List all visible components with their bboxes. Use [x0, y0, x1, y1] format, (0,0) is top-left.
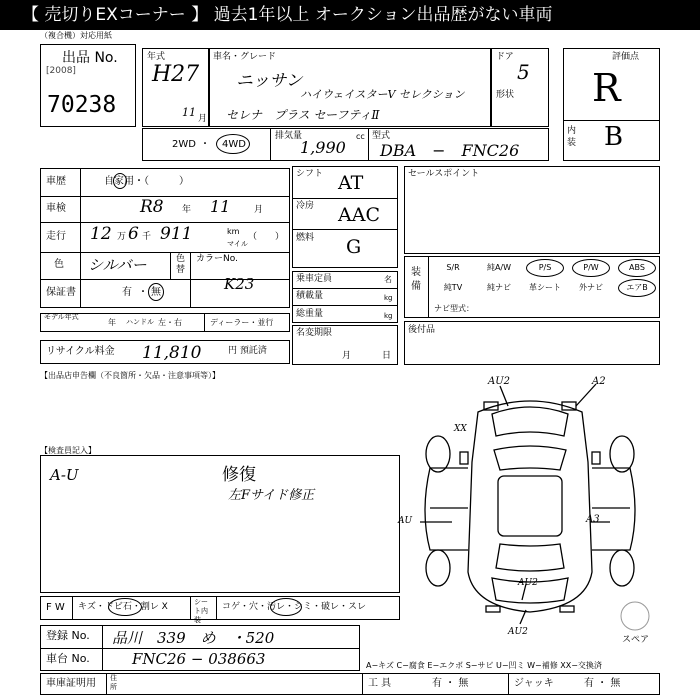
equipment-option-circle — [572, 259, 610, 277]
vehicle-maker: ニッサン — [236, 71, 303, 91]
inspector-label: 【検査員記入】 — [40, 446, 96, 455]
year-era: H27 — [152, 62, 200, 87]
jack-label: ジャッキ — [514, 678, 554, 689]
handle-lr: 左・右 — [158, 318, 182, 327]
warranty-yes: 有 — [122, 287, 132, 298]
seat-items: コゲ・穴・汚レ・シミ・破レ・スレ — [222, 602, 367, 612]
equipment-label: 装備 — [411, 267, 421, 292]
interior-label: 内装 — [567, 126, 577, 148]
inspection-year-unit: 年 — [182, 205, 192, 215]
interior-value: B — [604, 122, 624, 152]
model-value: DBA − FNC26 — [380, 141, 520, 160]
cert-label: 車庫証明用 — [46, 678, 96, 689]
displacement-label: 排気量 — [275, 131, 303, 141]
cert-sub: 住所 — [110, 674, 117, 691]
equipment-option-circle — [618, 259, 656, 277]
warranty-no: 無 — [151, 287, 161, 298]
mileage-unit1: 万 — [117, 232, 127, 242]
drive-dot: ・ — [200, 139, 210, 150]
equipment-option: エアB — [626, 283, 648, 292]
deadline-label: 名変期限 — [296, 328, 333, 338]
color-label: 色 — [54, 259, 64, 270]
lot-number: 70238 — [47, 92, 117, 118]
drive-2wd: 2WD — [172, 139, 196, 150]
warranty-label: 保証書 — [46, 287, 76, 298]
capacity-unit: 名 — [384, 275, 392, 284]
fw-label: F W — [46, 602, 65, 613]
aftermarket-label: 後付品 — [408, 325, 436, 335]
color-code-label: カラーNo. — [196, 254, 238, 264]
damage-mark-xx: XX — [454, 424, 467, 434]
car-diagram — [400, 372, 660, 640]
inspection-era: R8 — [140, 197, 164, 217]
tools-value: 有 ・ 無 — [432, 678, 469, 689]
equipment-option-circle — [618, 279, 656, 297]
mileage-km: km — [227, 227, 240, 236]
damage-mark-front-right: A2 — [592, 376, 606, 387]
mileage-unit2: 千 — [142, 232, 152, 242]
equipment-option: 革シート — [529, 283, 561, 292]
color-value: シルバー — [88, 256, 147, 274]
mileage-paren: （ ） — [248, 232, 285, 242]
history-label: 車歴 — [46, 176, 66, 187]
score-label: 評価点 — [612, 52, 640, 62]
mileage-label: 走行 — [46, 231, 66, 242]
model-year-label: モデル年式 — [44, 313, 79, 321]
doors-label: ドア — [496, 52, 514, 62]
shape-label: 形状 — [496, 90, 515, 100]
damage-mark-right-side: A3 — [586, 514, 600, 525]
year-month: 11 — [182, 106, 196, 119]
equipment-option-circle — [526, 259, 564, 277]
tools-label: 工 具 — [368, 678, 392, 689]
load-unit: kg — [384, 294, 393, 302]
bottom-row — [40, 673, 660, 695]
fuel-label: 燃料 — [296, 233, 315, 243]
inspector-note-left: A-U — [50, 466, 79, 484]
damage-mark-rear-bumper: AU2 — [508, 627, 528, 637]
vehicle-grade-line1: ハイウェイスターV セレクション — [300, 88, 465, 101]
jack-value: 有 ・ 無 — [584, 678, 621, 689]
inspector-note-right1: 修復 — [222, 465, 256, 485]
equipment-option: P/W — [583, 263, 599, 272]
inspection-label: 車検 — [46, 203, 66, 214]
equipment-option: 純A/W — [486, 263, 512, 272]
ac-value: AAC — [338, 204, 380, 226]
spare-label: スペア — [622, 635, 650, 645]
equipment-option: P/S — [538, 263, 552, 272]
ac-label: 冷房 — [296, 201, 315, 211]
capacity-label: 乗車定員 — [296, 274, 333, 284]
lot-year-tag: [2008] — [46, 66, 76, 76]
header-banner: 【 売切りEXコーナー 】 過去1年以上 オークション出品歴がない車両 — [0, 0, 700, 30]
sales-point-label: セールスポイント — [408, 169, 480, 179]
deadline-month: 月 — [342, 351, 352, 361]
damage-mark-left-side: AU — [398, 516, 413, 526]
deadline-day: 日 — [382, 351, 392, 361]
registration-value: 品川 339 め ・520 — [112, 629, 275, 647]
year-label: 年式 — [147, 52, 166, 62]
recycle-unit: 円 預託済 — [228, 346, 267, 356]
equipment-option: 外ナビ — [579, 283, 603, 292]
recycle-value: 11,810 — [142, 343, 202, 363]
shift-label: シフト — [296, 169, 324, 179]
fw-items: キズ・ドビ石・割レ X — [78, 602, 168, 612]
equipment-option: 純TV — [443, 283, 463, 292]
mileage-value2: 6 — [128, 224, 139, 244]
gross-unit: kg — [384, 312, 393, 320]
history-value: 自家用・（ ） — [104, 176, 189, 187]
vehicle-grade-line2: セレナ プラス セーフティⅡ — [226, 108, 380, 122]
mileage-value3: 911 — [160, 224, 193, 244]
lot-label: 出品 No. — [62, 50, 118, 66]
chassis-label: 車台 No. — [46, 652, 90, 665]
inspection-month: 11 — [210, 197, 231, 216]
seat-label: シート内装 — [194, 598, 208, 624]
seller-notes-label: 【出品店申告欄（不良箇所・欠品・注意事項等）】 — [40, 371, 220, 380]
model-label: 型式 — [372, 131, 391, 141]
inspector-note-right2: 左Fサイド修正 — [228, 488, 315, 503]
mileage-value1: 12 — [90, 224, 112, 244]
equipment-option: S/R — [446, 263, 460, 272]
equipment-option: ABS — [629, 263, 645, 272]
aftermarket-box — [404, 321, 660, 365]
color-code-value: K23 — [224, 275, 255, 293]
top-note: （複合機）対応用紙 — [40, 31, 112, 40]
load-label: 積載量 — [296, 291, 324, 301]
doors-value: 5 — [517, 60, 530, 84]
handle-label: ハンドル — [126, 318, 154, 326]
equipment-option: 純ナビ — [487, 283, 511, 292]
inspector-box — [40, 455, 400, 593]
registration-label: 登録 No. — [46, 629, 90, 642]
model-year-unit: 年 — [108, 318, 116, 327]
score-value: R — [592, 66, 621, 110]
damage-legend: A−キズ C−腐食 E−エクボ S−サビ U−凹ミ W−補修 XX−交換済 — [366, 661, 602, 670]
shift-value: AT — [338, 172, 364, 194]
mileage-mile: マイル — [227, 240, 248, 248]
vehicle-label: 車名・グレード — [213, 52, 277, 62]
year-month-unit: 月 — [198, 114, 208, 124]
recycle-label: リサイクル料金 — [46, 346, 115, 357]
chassis-value: FNC26 − 038663 — [132, 650, 266, 668]
damage-mark-rear: AU2 — [518, 578, 538, 588]
gross-label: 総重量 — [296, 309, 324, 319]
drive-4wd: 4WD — [222, 139, 246, 150]
damage-mark-front: AU2 — [488, 376, 511, 387]
dealer-label: ディーラー・並行 — [210, 318, 274, 327]
displacement-unit: cc — [356, 132, 365, 141]
displacement-value: 1,990 — [300, 138, 346, 157]
navi-model-label: ナビ型式： — [434, 304, 474, 313]
inspection-month-unit: 月 — [254, 205, 264, 215]
fuel-value: G — [346, 236, 362, 258]
color-change-label: 色替 — [176, 254, 186, 275]
warranty-dot: ・ — [138, 287, 148, 298]
